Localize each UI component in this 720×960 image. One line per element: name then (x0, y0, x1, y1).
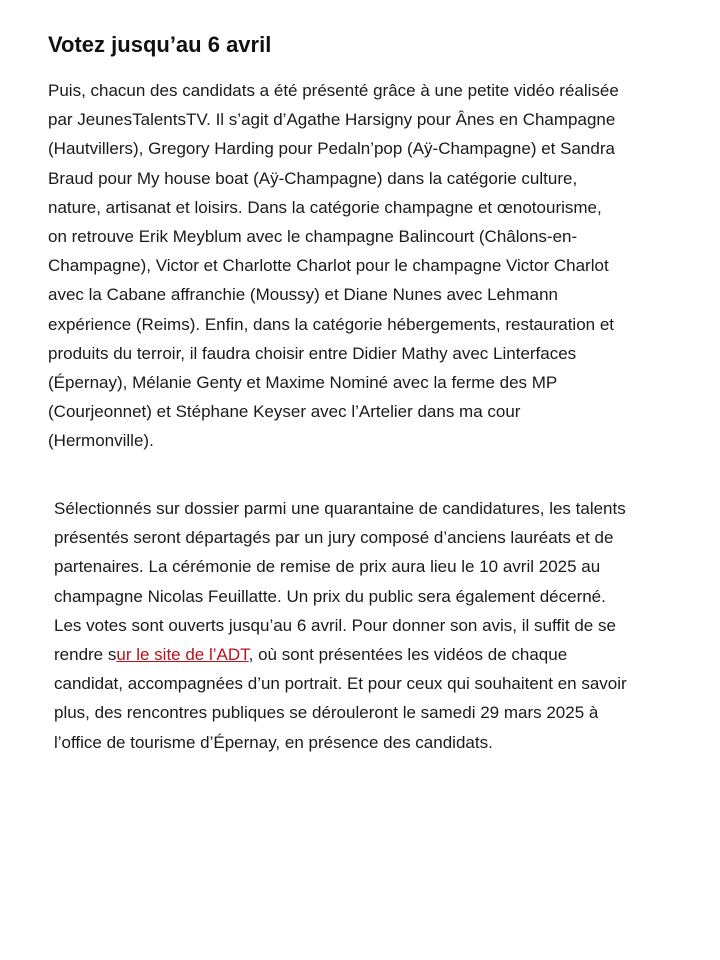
paragraph-voting (54, 494, 694, 757)
text-line: l’office de tourisme d’Épernay, en présence des candidats. (54, 732, 493, 752)
text-line: Champagne), Victor et Charlotte Charlot pour le champagne Victor Charlot (48, 256, 609, 276)
paragraph-candidates (48, 76, 678, 456)
text-line: plus, des rencontres publiques se dérouleront le samedi 29 mars 2025 à (54, 703, 599, 723)
link-suffix-text: , où sont présentées les vidéos de chaque (248, 645, 568, 665)
text-line: avec la Cabane affranchie (Moussy) et Diane Nunes avec Lehmann (48, 285, 558, 305)
text-line: par JeunesTalentsTV. Il s’agit d’Agathe Harsigny pour Ânes en Champagne (48, 110, 616, 130)
text-line: (Courjeonnet) et Stéphane Keyser avec l’Artelier dans ma cour (48, 402, 521, 422)
text-line: Les votes sont ouverts jusqu’au 6 avril. Pour donner son avis, il suffit de se (54, 615, 616, 635)
text-line: produits du terroir, il faudra choisir entre Didier Mathy avec Linterfaces (48, 343, 577, 363)
text-line: Braud pour My house boat (Aÿ-Champagne) dans la catégorie culture, (48, 168, 578, 188)
adt-site-link[interactable]: ur le site de l’ADT (116, 645, 249, 665)
text-line: nature, artisanat et loisirs. Dans la catégorie champagne et œnotourisme, (48, 197, 602, 217)
link-prefix-text: rendre s (54, 645, 117, 665)
text-line: présentés seront départagés par un jury composé d’anciens lauréats et de (54, 528, 614, 548)
text-line: Sélectionnés sur dossier parmi une quarantaine de candidatures, les talents (54, 499, 626, 518)
section-heading: Votez jusqu’au 6 avril (48, 32, 272, 57)
text-line: (Hautvillers), Gregory Harding pour Pedaln’pop (Aÿ-Champagne) et Sandra (48, 139, 615, 159)
text-line: on retrouve Erik Meyblum avec le champagne Balincourt (Châlons-en- (48, 227, 578, 247)
text-line: partenaires. La cérémonie de remise de prix aura lieu le 10 avril 2025 au (54, 557, 601, 577)
text-line: candidat, accompagnées d’un portrait. Et pour ceux qui souhaitent en savoir (54, 674, 627, 694)
text-line: (Épernay), Mélanie Genty et Maxime Nominé avec la ferme des MP (48, 373, 558, 393)
text-line-with-link (54, 640, 694, 669)
text-line: champagne Nicolas Feuillatte. Un prix du public sera également décerné. (54, 586, 606, 606)
text-line: expérience (Reims). Enfin, dans la catégorie hébergements, restauration et (48, 314, 615, 334)
text-line: Puis, chacun des candidats a été présenté grâce à une petite vidéo réalisée (48, 81, 619, 100)
text-line: (Hermonville). (48, 431, 154, 451)
